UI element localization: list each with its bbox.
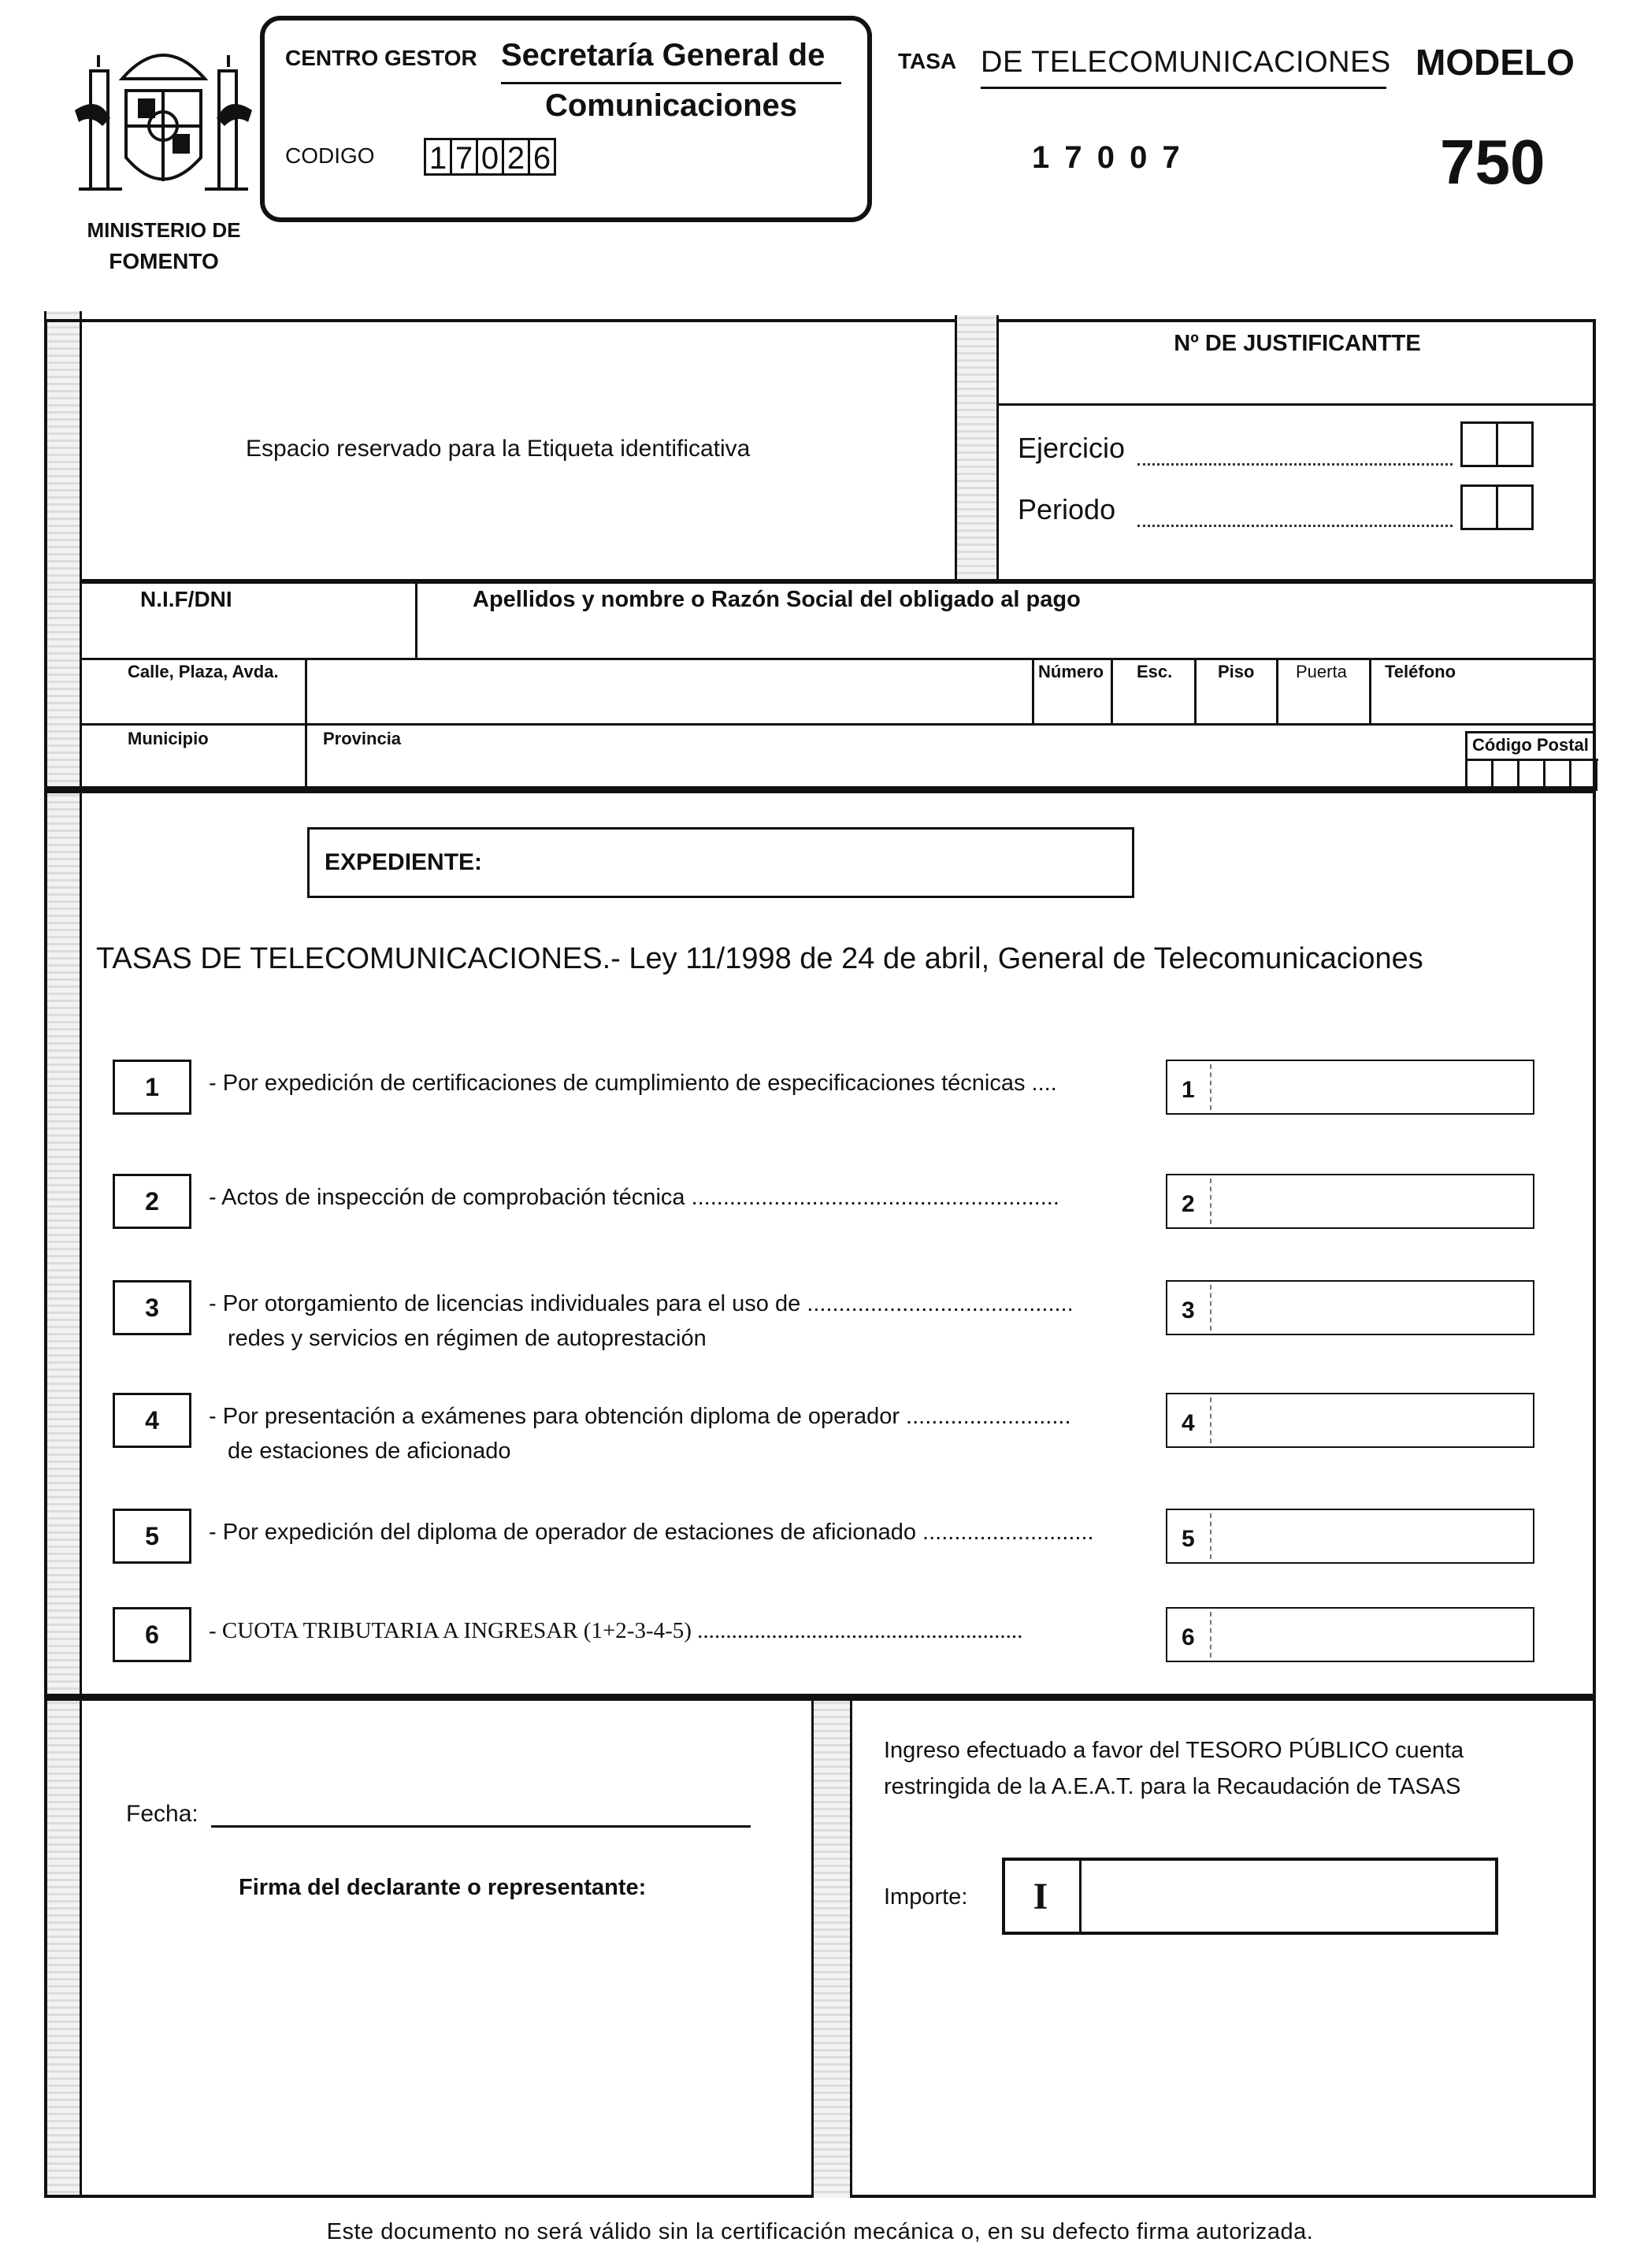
centro-gestor-value-line1: Secretaría General de xyxy=(501,38,826,72)
codigo-digit: 0 xyxy=(476,138,504,176)
item-amount-separator xyxy=(1210,1398,1211,1443)
nif-label: N.I.F/DNI xyxy=(140,587,232,611)
justificante-divider xyxy=(999,403,1596,406)
law-title: TASAS DE TELECOMUNICACIONES.- Ley 11/1998 de 24 de abril, General de Telecomunicaciones xyxy=(96,942,1423,975)
codigo-postal-label: Código Postal xyxy=(1472,735,1589,755)
item-number-box: 5 xyxy=(113,1509,191,1564)
ejercicio-label: Ejercicio xyxy=(1018,432,1126,464)
periodo-box-2[interactable] xyxy=(1496,484,1534,530)
ejercicio-dots xyxy=(1137,443,1453,466)
municipio-label: Municipio xyxy=(128,729,209,748)
item-description-line1: - Por otorgamiento de licencias individuales para el uso de .......................................... xyxy=(209,1291,1074,1316)
item-description-line2: redes y servicios en régimen de autoprestación xyxy=(228,1326,707,1351)
calle-label: Calle, Plaza, Avda. xyxy=(128,662,279,681)
footer-note: Este documento no será válido sin la certificación mecánica o, en su defecto firma autorizada. xyxy=(326,2219,1314,2244)
item-number-box: 4 xyxy=(113,1393,191,1448)
telefono-divider xyxy=(1369,660,1371,723)
item-description xyxy=(209,1613,1107,1648)
codigo-label: CODIGO xyxy=(285,143,375,168)
modelo-number: 750 xyxy=(1440,127,1545,197)
item-amount-field[interactable] xyxy=(1166,1174,1534,1229)
item-number-box: 6 xyxy=(113,1607,191,1662)
item-number-box: 1 xyxy=(113,1060,191,1115)
item-description xyxy=(209,1286,1107,1356)
fecha-line[interactable] xyxy=(211,1825,751,1828)
item-amount-separator xyxy=(1210,1285,1211,1331)
periodo-box-1[interactable] xyxy=(1460,484,1498,530)
fecha-label: Fecha: xyxy=(126,1801,199,1827)
municipio-top-line xyxy=(82,723,1596,726)
bottom-top-line xyxy=(44,1694,1596,1701)
item-description-line2: de estaciones de aficionado xyxy=(228,1438,511,1464)
codigo-digit: 2 xyxy=(502,138,530,176)
bottom-divider-strip xyxy=(811,1701,852,2198)
numero-label: Número xyxy=(1038,662,1104,681)
item-amount-separator xyxy=(1210,1179,1211,1224)
item-description xyxy=(209,1515,1107,1550)
item-amount-number: 6 xyxy=(1182,1624,1195,1650)
piso-divider xyxy=(1194,660,1197,723)
expediente-label: EXPEDIENTE: xyxy=(325,849,483,875)
centro-gestor-label: CENTRO GESTOR xyxy=(285,46,477,70)
item-amount-field[interactable] xyxy=(1166,1393,1534,1448)
codigo-digit-boxes xyxy=(424,138,554,176)
numero-divider xyxy=(1032,660,1034,723)
item-amount-number: 2 xyxy=(1182,1191,1195,1217)
codigo-digit: 1 xyxy=(424,138,452,176)
modelo-label: MODELO xyxy=(1416,42,1575,83)
provincia-label: Provincia xyxy=(323,729,402,748)
item-number-box: 3 xyxy=(113,1280,191,1335)
item-amount-field[interactable] xyxy=(1166,1060,1534,1115)
item-description-line1: - Por expedición del diploma de operador de estaciones de aficionado ........................... xyxy=(209,1520,1094,1545)
tasa-code: 1 7 0 0 7 xyxy=(1032,140,1183,175)
coat-of-arms-logo xyxy=(75,24,252,205)
firma-label: Firma del declarante o representante: xyxy=(239,1875,647,1900)
name-label: Apellidos y nombre o Razón Social del obligado al pago xyxy=(473,587,1081,612)
telefono-label: Teléfono xyxy=(1385,662,1456,681)
center-divider-strip xyxy=(955,315,999,579)
item-description xyxy=(209,1180,1107,1215)
item-description-line1: - Por presentación a exámenes para obtención diploma de operador .......................... xyxy=(209,1404,1071,1429)
ministry-name-line1: MINISTERIO DE xyxy=(87,218,241,242)
ejercicio-box-1[interactable] xyxy=(1460,421,1498,467)
periodo-label: Periodo xyxy=(1018,493,1116,525)
item-amount-field[interactable] xyxy=(1166,1280,1534,1335)
ejercicio-box-2[interactable] xyxy=(1496,421,1534,467)
ingreso-line2: restringida de la A.E.A.T. para la Recaudación de TASAS xyxy=(884,1774,1461,1799)
item-amount-field[interactable] xyxy=(1166,1509,1534,1564)
importe-code: I xyxy=(1033,1876,1048,1917)
item-amount-number: 1 xyxy=(1182,1077,1195,1103)
centro-gestor-value-line2: Comunicaciones xyxy=(544,88,798,123)
puerta-label: Puerta xyxy=(1296,662,1347,681)
piso-label: Piso xyxy=(1218,662,1255,681)
justificante-title: Nº DE JUSTIFICANTTE xyxy=(1174,331,1421,356)
item-amount-separator xyxy=(1210,1513,1211,1559)
item-amount-number: 5 xyxy=(1182,1526,1195,1552)
puerta-divider xyxy=(1276,660,1278,723)
main-top-line xyxy=(44,786,1596,793)
nif-name-divider xyxy=(415,584,417,658)
esc-divider xyxy=(1111,660,1113,723)
codigo-digit: 7 xyxy=(450,138,478,176)
tasa-value: DE TELECOMUNICACIONES xyxy=(981,46,1391,79)
item-description-line1: - CUOTA TRIBUTARIA A INGRESAR (1+2-3-4-5) ......................................................... xyxy=(209,1618,1023,1643)
importe-label: Importe: xyxy=(884,1884,968,1910)
esc-label: Esc. xyxy=(1137,662,1173,681)
periodo-dots xyxy=(1137,504,1453,527)
label-space-text: Espacio reservado para la Etiqueta identificativa xyxy=(246,436,751,462)
item-description xyxy=(209,1066,1107,1101)
item-amount-number: 3 xyxy=(1182,1297,1195,1323)
ingreso-line1: Ingreso efectuado a favor del TESORO PÚBLICO cuenta xyxy=(884,1738,1464,1763)
identification-top-line xyxy=(82,579,1596,584)
tasa-underline xyxy=(981,87,1386,89)
item-amount-number: 4 xyxy=(1182,1410,1195,1436)
item-description-line1: - Actos de inspección de comprobación técnica .......................................................... xyxy=(209,1185,1059,1210)
item-description xyxy=(209,1399,1107,1468)
codigo-digit: 6 xyxy=(528,138,556,176)
codigo-postal-box xyxy=(1465,731,1596,786)
importe-box-divider xyxy=(1079,1858,1082,1935)
item-number-box: 2 xyxy=(113,1174,191,1229)
item-amount-separator xyxy=(1210,1064,1211,1110)
ministry-name-line2: FOMENTO xyxy=(109,249,219,273)
item-amount-separator xyxy=(1210,1612,1211,1657)
item-description-line1: - Por expedición de certificaciones de cumplimiento de especificaciones técnicas .... xyxy=(209,1071,1057,1096)
item-amount-field[interactable] xyxy=(1166,1607,1534,1662)
centro-gestor-underline xyxy=(501,82,841,84)
tasa-label: TASA xyxy=(898,49,957,73)
